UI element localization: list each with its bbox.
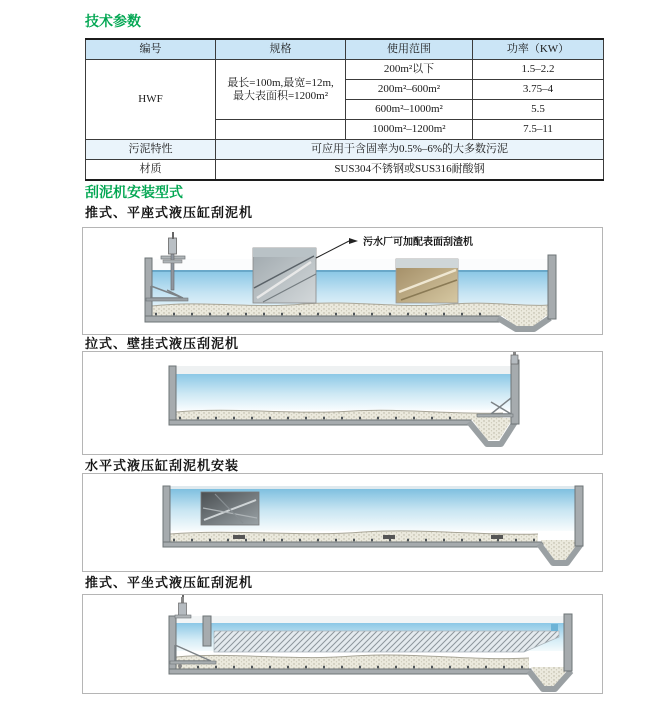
freeboard	[176, 616, 565, 623]
range-cell: 1000m²–1200m²	[346, 120, 473, 140]
range-cell: 200m²–600m²	[346, 80, 473, 100]
photo-inset-scraper	[396, 259, 458, 303]
section-title-installation-types: 刮泥机安装型式	[85, 184, 183, 200]
power-cell: 1.5–2.2	[473, 60, 604, 80]
annotation-text: 污水厂可加配表面刮渣机	[363, 237, 473, 248]
scraper-blade	[233, 535, 245, 539]
sludge-layer	[176, 655, 529, 669]
diagram2-box	[82, 351, 603, 455]
header-range: 使用范围	[346, 39, 473, 60]
water	[176, 374, 511, 410]
diagram2-label: 拉式、壁挂式液压刮泥机	[85, 336, 240, 351]
waterline	[170, 486, 575, 489]
sludge-value-cell: 可应用于含固率为0.5%–6%的大多数污泥	[216, 140, 604, 160]
spec-empty-cell	[216, 120, 346, 140]
power-cell: 3.75–4	[473, 80, 604, 100]
diagram1-push-flat-seat-scraper	[83, 228, 602, 334]
diagram3-horizontal-cylinder-scraper	[83, 474, 602, 571]
model-cell: HWF	[86, 60, 216, 140]
diagram4-svg	[83, 595, 602, 693]
photo-inset-surface-skimmer	[253, 248, 316, 303]
arrow-icon	[349, 238, 358, 244]
header-number: 编号	[86, 39, 216, 60]
tank-left-wall	[163, 486, 170, 546]
tank-right-wall	[548, 255, 556, 319]
section-title-tech-params: 技术参数	[85, 13, 141, 29]
sludge-layer	[152, 303, 550, 316]
power-cell: 5.5	[473, 100, 604, 120]
tank-right-wall	[575, 486, 583, 546]
material-row	[86, 160, 604, 181]
tank-floor	[163, 542, 543, 547]
effluent-box	[551, 624, 558, 631]
lamella-plate-zone	[214, 631, 559, 652]
material-label-cell: 材质	[86, 160, 216, 181]
table-header-row	[86, 39, 604, 60]
tank-floor	[169, 420, 471, 425]
diagram1-box	[82, 227, 603, 335]
scraper-blade	[491, 535, 503, 539]
range-cell: 200m²以下	[346, 60, 473, 80]
range-cell: 600m²–1000m²	[346, 100, 473, 120]
diagram3-box	[82, 473, 603, 572]
header-power: 功率（KW）	[473, 39, 604, 60]
diagram2-pull-wall-mounted-scraper	[83, 352, 602, 454]
material-value-cell: SUS304不锈钢或SUS316耐酸钢	[216, 160, 604, 181]
tank-floor	[169, 669, 531, 674]
hydraulic-cylinder	[175, 595, 191, 618]
freeboard	[176, 366, 511, 374]
sludge-label-cell: 污泥特性	[86, 140, 216, 160]
sludge-row	[86, 140, 604, 160]
table-row	[86, 60, 604, 80]
diagram1-label: 推式、平座式液压缸刮泥机	[85, 205, 254, 220]
header-spec: 规格	[216, 39, 346, 60]
hydraulic-cylinder	[511, 352, 518, 364]
tank-right-wall	[564, 614, 572, 671]
spec-line2: 最大表面积=1200m²	[232, 89, 329, 102]
diagram4-label: 推式、平坐式液压缸刮泥机	[85, 575, 254, 590]
scraper-blade	[383, 535, 395, 539]
spec-table	[85, 38, 604, 181]
freeboard	[152, 259, 550, 270]
tank-left-wall	[169, 366, 176, 422]
inlet-baffle	[203, 616, 211, 646]
power-cell: 7.5–11	[473, 120, 604, 140]
photo-inset-scraper-grid	[201, 492, 259, 525]
annotation-callout	[316, 235, 473, 258]
tank-floor	[145, 316, 500, 322]
spec-line1: 最长=100m,最宽=12m,	[227, 76, 334, 89]
diagram4-push-flat-seat-scraper	[82, 594, 603, 694]
waterline	[152, 270, 550, 272]
spec-cell	[216, 60, 346, 120]
diagram3-label: 水平式液压缸刮泥机安装	[85, 458, 240, 473]
